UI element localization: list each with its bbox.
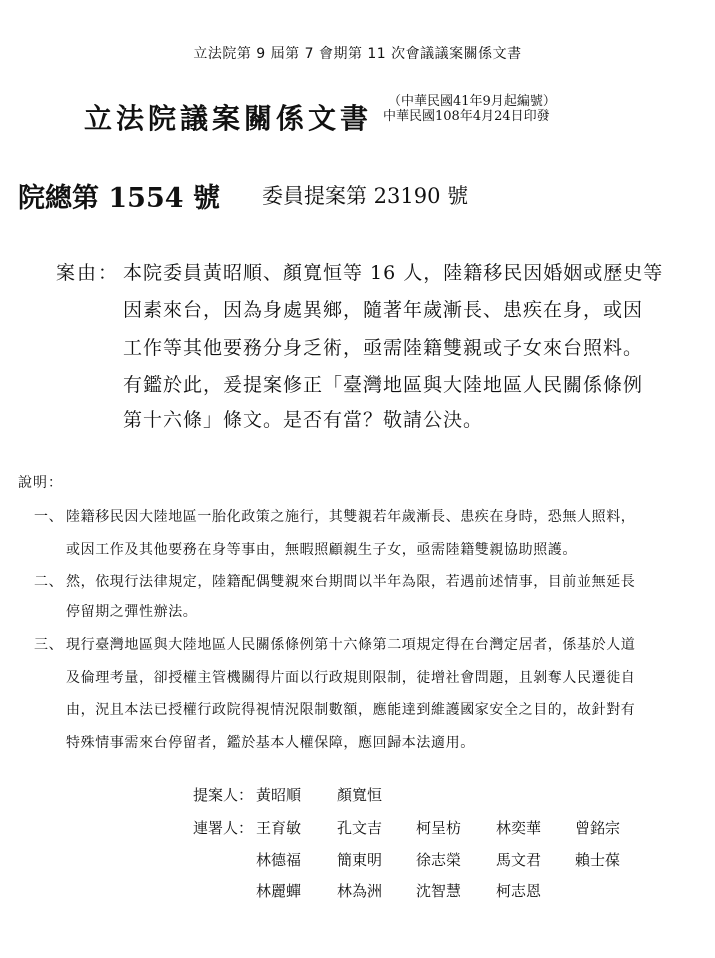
cosigner-name: 徐志榮: [416, 851, 462, 869]
cosigner-name: 林奕華: [496, 819, 542, 837]
numbering-note: （中華民國41年9月起編號）: [388, 94, 556, 109]
case-label: 案由：: [56, 262, 120, 284]
cosigner-name: 柯志恩: [496, 882, 542, 900]
item-line: 現行臺灣地區與大陸地區人民關係條例第十六條第二項規定得在台灣定居者，係基於人道: [66, 637, 636, 653]
cosigner-name: 簡東明: [337, 851, 383, 869]
cosigner-name: 林麗蟬: [256, 882, 302, 900]
cosigner-name: 孔文吉: [337, 819, 383, 837]
item-line: 特殊情事需來台停留者，鑑於基本人權保障，應回歸本法適用。: [66, 735, 475, 751]
member-proposal-number: 委員提案第 23190 號: [262, 184, 469, 208]
item-line: 或因工作及其他要務在身等事由，無暇照顧親生子女，亟需陸籍雙親協助照護。: [66, 542, 577, 558]
general-bill-number: 院總第 1554 號: [18, 183, 220, 214]
item-line: 由，況且本法已授權行政院得視情況限制數額，應能達到維護國家安全之目的，故針對有: [66, 702, 636, 718]
cosigner-name: 林為洲: [337, 882, 383, 900]
cosigner-name: 曾銘宗: [575, 819, 621, 837]
cosigner-name: 柯呈枋: [416, 819, 462, 837]
item-marker: 一、: [34, 509, 64, 525]
cosigner-name: 王育敏: [256, 819, 302, 837]
cosigner-name: 馬文君: [496, 851, 542, 869]
item-line: 陸籍移民因大陸地區一胎化政策之施行，其雙親若年歲漸長、患疾在身時，恐無人照料，: [66, 509, 636, 525]
proposer-name: 黃昭順: [256, 786, 302, 804]
explanation-label: 說明：: [18, 475, 63, 491]
item-line: 然，依現行法律規定，陸籍配偶雙親來台期間以半年為限，若遇前述情事，目前並無延長: [66, 574, 636, 590]
item-marker: 三、: [34, 637, 64, 653]
cosigner-label: 連署人：: [193, 819, 254, 837]
case-line: 有鑑於此，爰提案修正「臺灣地區與大陸地區人民關係條例: [123, 374, 644, 396]
cosigner-name: 沈智慧: [416, 882, 462, 900]
cosigner-name: 林德福: [256, 851, 302, 869]
item-line: 及倫理考量，卻授權主管機關得片面以行政規則限制，徒增社會問題，且剝奪人民遷徙自: [66, 670, 636, 686]
item-marker: 二、: [34, 574, 64, 590]
case-line: 本院委員黃昭順、顏寬恒等 16 人，陸籍移民因婚姻或歷史等: [123, 262, 664, 284]
case-line: 因素來台，因為身處異鄉，隨著年歲漸長、患疾在身，或因: [123, 299, 644, 321]
document-title: 立法院議案關係文書: [84, 102, 373, 135]
case-line: 第十六條」條文。是否有當？敬請公決。: [123, 409, 484, 431]
case-line: 工作等其他要務分身乏術，亟需陸籍雙親或子女來台照料。: [123, 337, 644, 359]
proposer-name: 顏寬恒: [337, 786, 383, 804]
proposer-label: 提案人：: [193, 786, 254, 804]
print-date: 中華民國108年4月24日印發: [383, 109, 550, 124]
item-line: 停留期之彈性辦法。: [66, 604, 198, 620]
running-header: 立法院第 9 屆第 7 會期第 11 次會議議案關係文書: [193, 46, 522, 62]
cosigner-name: 賴士葆: [575, 851, 621, 869]
